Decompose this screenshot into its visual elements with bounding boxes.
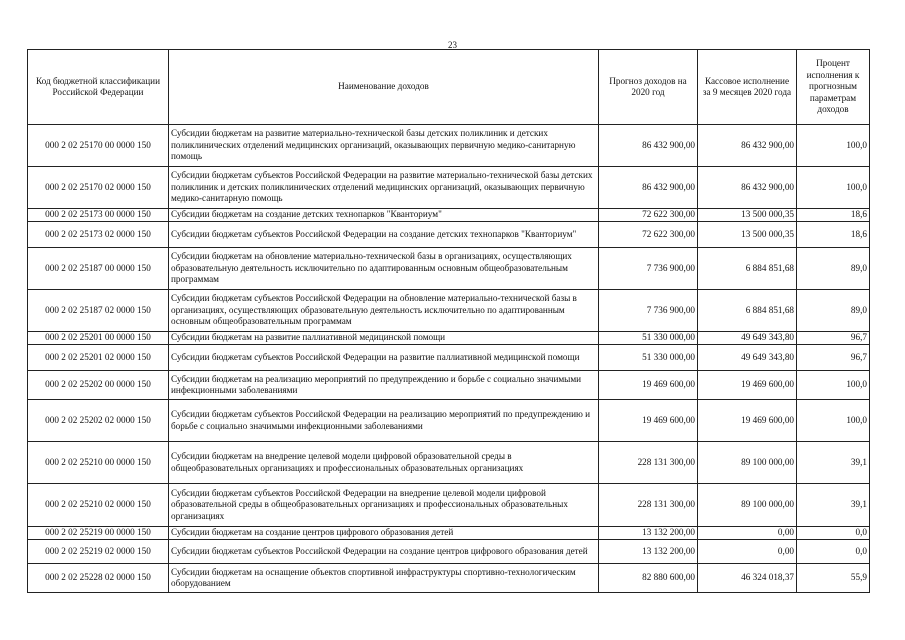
cell-execution: 86 432 900,00 [698, 125, 797, 167]
table-row [28, 564, 870, 593]
cell-percent: 96,7 [797, 345, 870, 371]
cell-execution: 19 469 600,00 [698, 371, 797, 400]
cell-execution: 89 100 000,00 [698, 442, 797, 484]
table-row [28, 125, 870, 167]
cell-percent: 39,1 [797, 484, 870, 527]
cell-name: Субсидии бюджетам субъектов Российской Федерации на обновление материально-технической базы в организациях, осуществляющих образовательную деятельность исключительно по адаптированным основным общеобразовательным программам [169, 290, 599, 332]
cell-code: 000 2 02 25228 02 0000 150 [28, 564, 169, 593]
cell-name: Субсидии бюджетам на развитие паллиативной медицинской помощи [169, 332, 599, 345]
cell-name: Субсидии бюджетам на развитие материально-технической базы детских поликлиник и детских поликлинических отделений медицинских организаций, оказывающих первичную медико-санитарную помощь [169, 125, 599, 167]
cell-execution: 86 432 900,00 [698, 167, 797, 209]
cell-name: Субсидии бюджетам субъектов Российской Федерации на реализацию мероприятий по предупреждению и борьбе с социально значимыми инфекционными заболеваниями [169, 400, 599, 442]
cell-execution: 6 884 851,68 [698, 248, 797, 290]
cell-forecast: 19 469 600,00 [599, 400, 698, 442]
cell-code: 000 2 02 25202 00 0000 150 [28, 371, 169, 400]
cell-code: 000 2 02 25210 00 0000 150 [28, 442, 169, 484]
header-forecast: Прогноз доходов на 2020 год [599, 50, 698, 125]
cell-execution: 0,00 [698, 540, 797, 564]
cell-execution: 49 649 343,80 [698, 332, 797, 345]
cell-code: 000 2 02 25202 02 0000 150 [28, 400, 169, 442]
cell-percent: 55,9 [797, 564, 870, 593]
cell-percent: 89,0 [797, 290, 870, 332]
cell-code: 000 2 02 25187 02 0000 150 [28, 290, 169, 332]
cell-forecast: 86 432 900,00 [599, 125, 698, 167]
cell-code: 000 2 02 25201 00 0000 150 [28, 332, 169, 345]
cell-percent: 96,7 [797, 332, 870, 345]
cell-forecast: 72 622 300,00 [599, 222, 698, 248]
revenue-table [27, 49, 870, 593]
cell-percent: 100,0 [797, 371, 870, 400]
cell-name: Субсидии бюджетам субъектов Российской Федерации на внедрение целевой модели цифровой образовательной среды в общеобразовательных организациях и профессиональных образовательных организациях [169, 484, 599, 527]
table-row [28, 400, 870, 442]
cell-name: Субсидии бюджетам на создание центров цифрового образования детей [169, 527, 599, 540]
cell-execution: 49 649 343,80 [698, 345, 797, 371]
cell-execution: 0,00 [698, 527, 797, 540]
cell-forecast: 19 469 600,00 [599, 371, 698, 400]
cell-percent: 100,0 [797, 125, 870, 167]
cell-forecast: 51 330 000,00 [599, 345, 698, 371]
cell-execution: 89 100 000,00 [698, 484, 797, 527]
cell-forecast: 7 736 900,00 [599, 248, 698, 290]
cell-forecast: 72 622 300,00 [599, 209, 698, 222]
cell-forecast: 82 880 600,00 [599, 564, 698, 593]
cell-name: Субсидии бюджетам на создание детских технопарков "Кванториум" [169, 209, 599, 222]
cell-forecast: 13 132 200,00 [599, 540, 698, 564]
table-row [28, 371, 870, 400]
cell-forecast: 228 131 300,00 [599, 484, 698, 527]
table-row [28, 248, 870, 290]
cell-code: 000 2 02 25187 00 0000 150 [28, 248, 169, 290]
table-row [28, 332, 870, 345]
table-row [28, 209, 870, 222]
cell-name: Субсидии бюджетам субъектов Российской Федерации на развитие материально-технической базы детских поликлиник и детских поликлинических отделений медицинских организаций, оказывающих первичную медико-санитарную помощь [169, 167, 599, 209]
cell-forecast: 51 330 000,00 [599, 332, 698, 345]
header-percent: Процент исполнения к прогнозным параметрам доходов [797, 50, 870, 125]
cell-code: 000 2 02 25173 00 0000 150 [28, 209, 169, 222]
header-code: Код бюджетной классификации Российской Федерации [28, 50, 169, 125]
cell-code: 000 2 02 25170 02 0000 150 [28, 167, 169, 209]
header-row [28, 50, 870, 125]
cell-execution: 6 884 851,68 [698, 290, 797, 332]
cell-forecast: 228 131 300,00 [599, 442, 698, 484]
cell-name: Субсидии бюджетам на обновление материально-технической базы в организациях, осуществляющих образовательную деятельность исключительно по адаптированным основным общеобразовательным программам [169, 248, 599, 290]
cell-execution: 46 324 018,37 [698, 564, 797, 593]
cell-code: 000 2 02 25201 02 0000 150 [28, 345, 169, 371]
cell-name: Субсидии бюджетам субъектов Российской Федерации на развитие паллиативной медицинской помощи [169, 345, 599, 371]
cell-percent: 18,6 [797, 222, 870, 248]
cell-percent: 0,0 [797, 527, 870, 540]
cell-execution: 13 500 000,35 [698, 222, 797, 248]
cell-forecast: 7 736 900,00 [599, 290, 698, 332]
cell-name: Субсидии бюджетам на внедрение целевой модели цифровой образовательной среды в общеобразовательных организациях и профессиональных образовательных организациях [169, 442, 599, 484]
cell-code: 000 2 02 25219 02 0000 150 [28, 540, 169, 564]
cell-execution: 19 469 600,00 [698, 400, 797, 442]
table-row [28, 167, 870, 209]
cell-name: Субсидии бюджетам субъектов Российской Федерации на создание центров цифрового образования детей [169, 540, 599, 564]
cell-percent: 89,0 [797, 248, 870, 290]
table-row [28, 442, 870, 484]
page-number: 23 [448, 40, 457, 50]
table-row [28, 527, 870, 540]
cell-percent: 18,6 [797, 209, 870, 222]
cell-code: 000 2 02 25173 02 0000 150 [28, 222, 169, 248]
cell-forecast: 13 132 200,00 [599, 527, 698, 540]
header-name: Наименование доходов [169, 50, 599, 125]
cell-name: Субсидии бюджетам на оснащение объектов спортивной инфраструктуры спортивно-технологическим оборудованием [169, 564, 599, 593]
table-row [28, 484, 870, 527]
cell-code: 000 2 02 25219 00 0000 150 [28, 527, 169, 540]
cell-percent: 0,0 [797, 540, 870, 564]
table-row [28, 290, 870, 332]
cell-percent: 100,0 [797, 167, 870, 209]
table-row [28, 345, 870, 371]
table-row [28, 222, 870, 248]
cell-code: 000 2 02 25210 02 0000 150 [28, 484, 169, 527]
cell-forecast: 86 432 900,00 [599, 167, 698, 209]
cell-name: Субсидии бюджетам на реализацию мероприятий по предупреждению и борьбе с социально значимыми инфекционными заболеваниями [169, 371, 599, 400]
cell-code: 000 2 02 25170 00 0000 150 [28, 125, 169, 167]
cell-execution: 13 500 000,35 [698, 209, 797, 222]
table-row [28, 540, 870, 564]
cell-name: Субсидии бюджетам субъектов Российской Федерации на создание детских технопарков "Кванториум" [169, 222, 599, 248]
cell-percent: 100,0 [797, 400, 870, 442]
header-execution: Кассовое исполнение за 9 месяцев 2020 года [698, 50, 797, 125]
cell-percent: 39,1 [797, 442, 870, 484]
